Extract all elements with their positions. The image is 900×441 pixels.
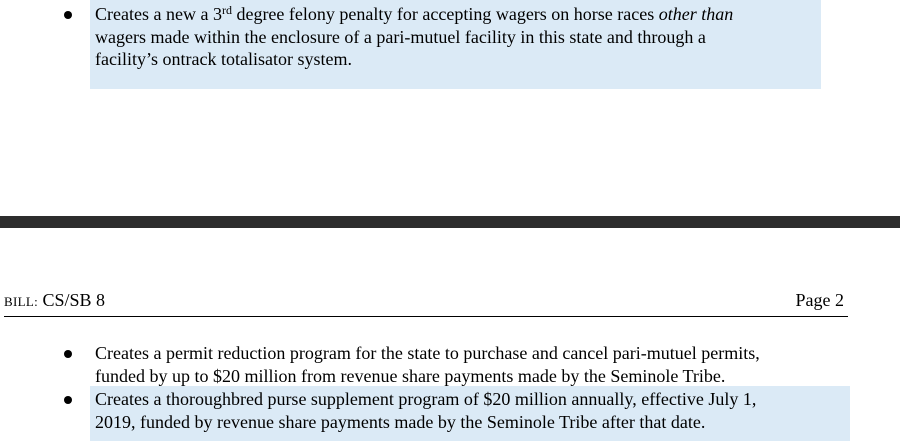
bullet-line: wagers made within the enclosure of a pari-mutuel facility in this state and through a xyxy=(95,26,706,47)
bullet-line: facility’s ontrack totalisator system. xyxy=(95,49,352,69)
page-number: Page 2 xyxy=(795,290,844,310)
bullet-line: funded by up to $20 million from revenue share payments made by the Seminole Tribe. xyxy=(95,365,726,386)
bullet-text-purse-supplement xyxy=(95,388,855,433)
bullet-text-permit-reduction xyxy=(95,342,855,387)
bullet-line: Creates a new a 3rd degree felony penalty for accepting wagers on horse races other than xyxy=(95,3,734,24)
bullet-point xyxy=(64,350,72,358)
bullet-point xyxy=(64,396,72,404)
bullet-line: Creates a thoroughbred purse supplement program of $20 million annually, effective July 1, xyxy=(95,389,757,409)
bill-label: BILL: xyxy=(4,294,38,309)
bullet-point xyxy=(64,11,72,19)
bill-number: CS/SB 8 xyxy=(38,290,106,310)
bullet-line: 2019, funded by revenue share payments made by the Seminole Tribe after that date. xyxy=(95,411,706,432)
bullet-text-felony-penalty xyxy=(95,3,825,71)
bill-header xyxy=(4,289,105,313)
page-divider xyxy=(0,216,900,228)
header-rule xyxy=(4,316,848,317)
bullet-line: Creates a permit reduction program for the state to purchase and cancel pari-mutuel permits, xyxy=(95,343,760,363)
